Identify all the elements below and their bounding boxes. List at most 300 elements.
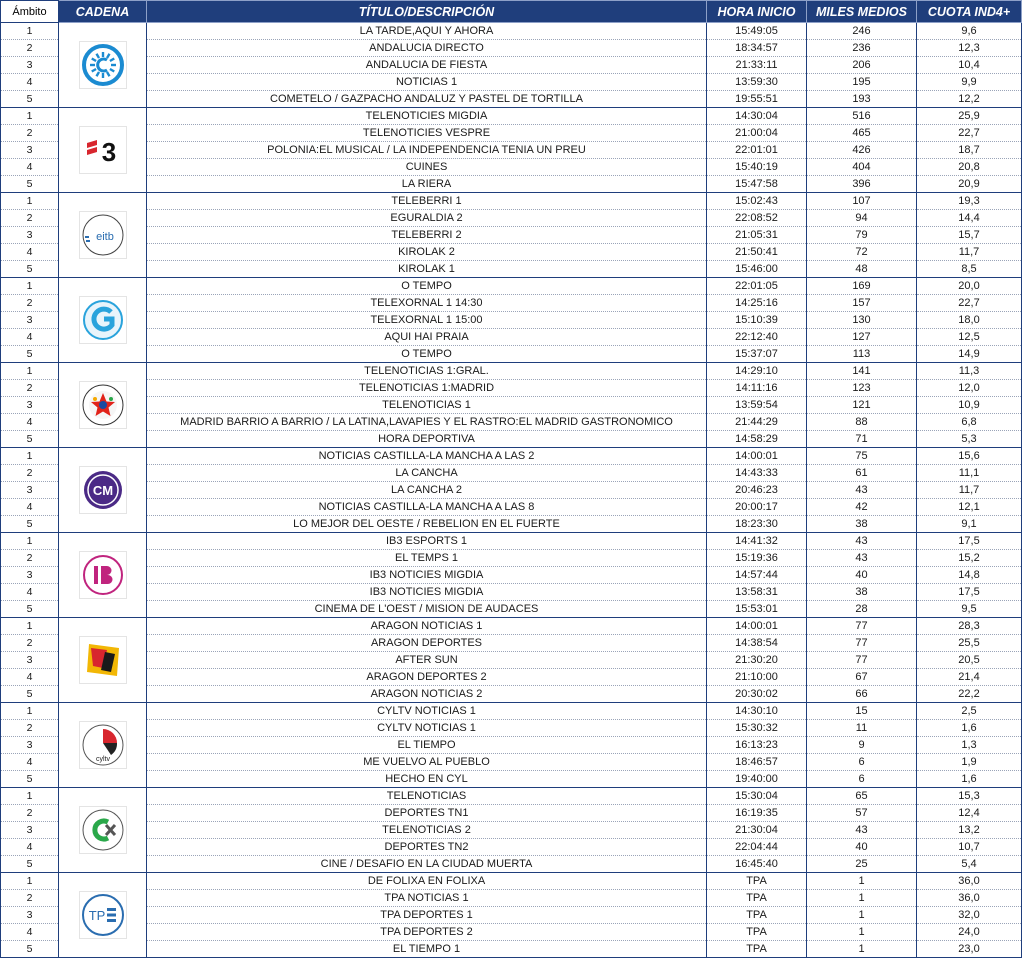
program-title-cell: TPA DEPORTES 2	[147, 924, 707, 941]
avg-thousands-cell: 141	[807, 363, 917, 380]
avg-thousands-cell: 396	[807, 176, 917, 193]
ambito-cell: 5	[1, 516, 59, 533]
ambito-cell: 2	[1, 380, 59, 397]
program-title-cell: TELEBERRI 2	[147, 227, 707, 244]
channel-logo-cell	[59, 193, 147, 278]
table-row	[1, 176, 1022, 193]
start-time-cell: TPA	[707, 941, 807, 958]
ambito-cell: 3	[1, 142, 59, 159]
ambito-cell: 5	[1, 91, 59, 108]
table-row	[1, 754, 1022, 771]
avg-thousands-cell: 71	[807, 431, 917, 448]
eitb-logo	[79, 211, 127, 259]
ambito-cell: 4	[1, 74, 59, 91]
program-title-cell: LO MEJOR DEL OESTE / REBELION EN EL FUERTE	[147, 516, 707, 533]
ambito-cell: 2	[1, 125, 59, 142]
avg-thousands-cell: 40	[807, 839, 917, 856]
share-cell: 12,3	[917, 40, 1022, 57]
avg-thousands-cell: 1	[807, 941, 917, 958]
avg-thousands-cell: 1	[807, 890, 917, 907]
header-miles-medios: MILES MEDIOS	[807, 1, 917, 23]
share-cell: 12,4	[917, 805, 1022, 822]
header-ambito: Ámbito	[1, 1, 59, 23]
avg-thousands-cell: 42	[807, 499, 917, 516]
avg-thousands-cell: 43	[807, 550, 917, 567]
ambito-cell: 3	[1, 567, 59, 584]
tpa-logo	[79, 891, 127, 939]
start-time-cell: 18:34:57	[707, 40, 807, 57]
share-cell: 8,5	[917, 261, 1022, 278]
table-row	[1, 839, 1022, 856]
share-cell: 9,5	[917, 601, 1022, 618]
avg-thousands-cell: 79	[807, 227, 917, 244]
table-row	[1, 601, 1022, 618]
tv3-logo	[79, 126, 127, 174]
canal-sur-logo	[79, 41, 127, 89]
table-row	[1, 23, 1022, 40]
ambito-cell: 5	[1, 601, 59, 618]
start-time-cell: 13:59:54	[707, 397, 807, 414]
program-title-cell: HECHO EN CYL	[147, 771, 707, 788]
program-title-cell: KIROLAK 1	[147, 261, 707, 278]
program-title-cell: TELENOTICIAS 1:MADRID	[147, 380, 707, 397]
svg-text:cyltv: cyltv	[95, 756, 110, 763]
channel-logo-cell	[59, 448, 147, 533]
start-time-cell: 21:33:11	[707, 57, 807, 74]
ambito-cell: 1	[1, 533, 59, 550]
table-row	[1, 737, 1022, 754]
start-time-cell: 15:30:32	[707, 720, 807, 737]
program-title-cell: CINE / DESAFIO EN LA CIUDAD MUERTA	[147, 856, 707, 873]
avg-thousands-cell: 94	[807, 210, 917, 227]
avg-thousands-cell: 43	[807, 822, 917, 839]
canarias-tv-logo	[79, 806, 127, 854]
ambito-cell: 1	[1, 448, 59, 465]
avg-thousands-cell: 516	[807, 108, 917, 125]
table-row	[1, 244, 1022, 261]
avg-thousands-cell: 426	[807, 142, 917, 159]
start-time-cell: 13:58:31	[707, 584, 807, 601]
svg-text:3: 3	[101, 137, 116, 167]
table-row	[1, 907, 1022, 924]
start-time-cell: 22:12:40	[707, 329, 807, 346]
ambito-cell: 3	[1, 652, 59, 669]
program-title-cell: TELENOTICIES VESPRE	[147, 125, 707, 142]
avg-thousands-cell: 246	[807, 23, 917, 40]
ambito-cell: 1	[1, 193, 59, 210]
program-title-cell: ARAGON DEPORTES 2	[147, 669, 707, 686]
ambito-cell: 4	[1, 924, 59, 941]
start-time-cell: 14:57:44	[707, 567, 807, 584]
ambito-cell: 4	[1, 159, 59, 176]
table-row	[1, 720, 1022, 737]
ambito-cell: 3	[1, 822, 59, 839]
table-row	[1, 822, 1022, 839]
share-cell: 36,0	[917, 890, 1022, 907]
table-row	[1, 805, 1022, 822]
ambito-cell: 4	[1, 414, 59, 431]
channel-logo-cell	[59, 278, 147, 363]
program-title-cell: TPA NOTICIAS 1	[147, 890, 707, 907]
table-row	[1, 414, 1022, 431]
ambito-cell: 1	[1, 873, 59, 890]
share-cell: 25,5	[917, 635, 1022, 652]
table-row	[1, 329, 1022, 346]
table-row	[1, 635, 1022, 652]
start-time-cell: 21:44:29	[707, 414, 807, 431]
start-time-cell: 14:30:04	[707, 108, 807, 125]
start-time-cell: 16:13:23	[707, 737, 807, 754]
start-time-cell: 16:19:35	[707, 805, 807, 822]
avg-thousands-cell: 77	[807, 618, 917, 635]
program-title-cell: LA CANCHA	[147, 465, 707, 482]
avg-thousands-cell: 48	[807, 261, 917, 278]
start-time-cell: 14:00:01	[707, 618, 807, 635]
share-cell: 5,4	[917, 856, 1022, 873]
ambito-cell: 1	[1, 363, 59, 380]
ambito-cell: 4	[1, 244, 59, 261]
ambito-cell: 1	[1, 23, 59, 40]
start-time-cell: 15:40:19	[707, 159, 807, 176]
start-time-cell: 19:55:51	[707, 91, 807, 108]
header-row	[1, 1, 1022, 23]
header-titulo: TÍTULO/DESCRIPCIÓN	[147, 1, 707, 23]
ambito-cell: 4	[1, 839, 59, 856]
share-cell: 12,5	[917, 329, 1022, 346]
header-cuota: CUOTA IND4+	[917, 1, 1022, 23]
avg-thousands-cell: 157	[807, 295, 917, 312]
avg-thousands-cell: 404	[807, 159, 917, 176]
table-row	[1, 516, 1022, 533]
share-cell: 15,7	[917, 227, 1022, 244]
avg-thousands-cell: 72	[807, 244, 917, 261]
ambito-cell: 3	[1, 737, 59, 754]
ambito-cell: 5	[1, 346, 59, 363]
program-title-cell: ARAGON DEPORTES	[147, 635, 707, 652]
table-row	[1, 210, 1022, 227]
table-row	[1, 346, 1022, 363]
table-row	[1, 142, 1022, 159]
start-time-cell: 15:46:00	[707, 261, 807, 278]
ambito-cell: 5	[1, 771, 59, 788]
program-title-cell: POLONIA:EL MUSICAL / LA INDEPENDENCIA TENIA UN PREU	[147, 142, 707, 159]
start-time-cell: 21:30:04	[707, 822, 807, 839]
table-row	[1, 618, 1022, 635]
share-cell: 22,7	[917, 125, 1022, 142]
table-row	[1, 312, 1022, 329]
ambito-cell: 2	[1, 635, 59, 652]
start-time-cell: 14:25:16	[707, 295, 807, 312]
share-cell: 13,2	[917, 822, 1022, 839]
avg-thousands-cell: 67	[807, 669, 917, 686]
avg-thousands-cell: 130	[807, 312, 917, 329]
share-cell: 17,5	[917, 533, 1022, 550]
share-cell: 9,6	[917, 23, 1022, 40]
table-row	[1, 941, 1022, 958]
program-title-cell: TELENOTICIAS 2	[147, 822, 707, 839]
table-row	[1, 652, 1022, 669]
ambito-cell: 5	[1, 261, 59, 278]
start-time-cell: TPA	[707, 907, 807, 924]
start-time-cell: 22:01:01	[707, 142, 807, 159]
share-cell: 12,1	[917, 499, 1022, 516]
svg-text:TP: TP	[88, 908, 105, 923]
ambito-cell: 2	[1, 720, 59, 737]
table-row	[1, 567, 1022, 584]
program-title-cell: DEPORTES TN2	[147, 839, 707, 856]
header-cadena: CADENA	[59, 1, 147, 23]
program-title-cell: AQUI HAI PRAIA	[147, 329, 707, 346]
channel-logo-cell	[59, 23, 147, 108]
avg-thousands-cell: 75	[807, 448, 917, 465]
ambito-cell: 2	[1, 890, 59, 907]
avg-thousands-cell: 43	[807, 482, 917, 499]
ambito-cell: 3	[1, 227, 59, 244]
avg-thousands-cell: 193	[807, 91, 917, 108]
share-cell: 14,4	[917, 210, 1022, 227]
program-title-cell: ARAGON NOTICIAS 2	[147, 686, 707, 703]
avg-thousands-cell: 38	[807, 516, 917, 533]
avg-thousands-cell: 195	[807, 74, 917, 91]
share-cell: 1,9	[917, 754, 1022, 771]
share-cell: 10,7	[917, 839, 1022, 856]
program-title-cell: KIROLAK 2	[147, 244, 707, 261]
start-time-cell: 22:01:05	[707, 278, 807, 295]
ambito-cell: 5	[1, 686, 59, 703]
table-row	[1, 873, 1022, 890]
program-title-cell: LA CANCHA 2	[147, 482, 707, 499]
avg-thousands-cell: 40	[807, 567, 917, 584]
start-time-cell: 21:30:20	[707, 652, 807, 669]
ambito-cell: 4	[1, 669, 59, 686]
cmm-logo	[79, 466, 127, 514]
share-cell: 10,9	[917, 397, 1022, 414]
avg-thousands-cell: 6	[807, 754, 917, 771]
avg-thousands-cell: 236	[807, 40, 917, 57]
share-cell: 12,2	[917, 91, 1022, 108]
tvg-logo	[79, 296, 127, 344]
program-title-cell: HORA DEPORTIVA	[147, 431, 707, 448]
program-title-cell: IB3 NOTICIES MIGDIA	[147, 584, 707, 601]
table-row	[1, 771, 1022, 788]
ambito-cell: 1	[1, 618, 59, 635]
program-title-cell: EL TEMPS 1	[147, 550, 707, 567]
program-title-cell: COMETELO / GAZPACHO ANDALUZ Y PASTEL DE TORTILLA	[147, 91, 707, 108]
share-cell: 18,7	[917, 142, 1022, 159]
program-title-cell: TELEBERRI 1	[147, 193, 707, 210]
svg-text:eitb: eitb	[95, 231, 114, 243]
start-time-cell: TPA	[707, 924, 807, 941]
avg-thousands-cell: 1	[807, 907, 917, 924]
start-time-cell: 22:08:52	[707, 210, 807, 227]
share-cell: 20,5	[917, 652, 1022, 669]
ambito-cell: 4	[1, 329, 59, 346]
share-cell: 36,0	[917, 873, 1022, 890]
aragon-tv-logo	[79, 636, 127, 684]
ambito-cell: 3	[1, 397, 59, 414]
header-hora-inicio: HORA INICIO	[707, 1, 807, 23]
share-cell: 9,1	[917, 516, 1022, 533]
share-cell: 18,0	[917, 312, 1022, 329]
table-body	[1, 23, 1022, 958]
table-row	[1, 278, 1022, 295]
start-time-cell: 14:58:29	[707, 431, 807, 448]
share-cell: 11,7	[917, 244, 1022, 261]
avg-thousands-cell: 66	[807, 686, 917, 703]
program-title-cell: CINEMA DE L'OEST / MISION DE AUDACES	[147, 601, 707, 618]
program-title-cell: TELENOTICIAS 1:GRAL.	[147, 363, 707, 380]
channel-logo-cell	[59, 788, 147, 873]
program-title-cell: MADRID BARRIO A BARRIO / LA LATINA,LAVAPIES Y EL RASTRO:EL MADRID GASTRONOMICO	[147, 414, 707, 431]
avg-thousands-cell: 9	[807, 737, 917, 754]
program-title-cell: TPA DEPORTES 1	[147, 907, 707, 924]
table-row	[1, 482, 1022, 499]
program-title-cell: CYLTV NOTICIAS 1	[147, 703, 707, 720]
share-cell: 15,3	[917, 788, 1022, 805]
share-cell: 23,0	[917, 941, 1022, 958]
program-title-cell: DEPORTES TN1	[147, 805, 707, 822]
avg-thousands-cell: 121	[807, 397, 917, 414]
ambito-cell: 4	[1, 499, 59, 516]
cyltv-logo	[79, 721, 127, 769]
table-row	[1, 465, 1022, 482]
program-title-cell: DE FOLIXA EN FOLIXA	[147, 873, 707, 890]
table-row	[1, 686, 1022, 703]
avg-thousands-cell: 61	[807, 465, 917, 482]
ambito-cell: 3	[1, 907, 59, 924]
share-cell: 20,9	[917, 176, 1022, 193]
table-row	[1, 40, 1022, 57]
ambito-cell: 2	[1, 210, 59, 227]
table-row	[1, 924, 1022, 941]
start-time-cell: 18:23:30	[707, 516, 807, 533]
program-title-cell: CYLTV NOTICIAS 1	[147, 720, 707, 737]
ambito-cell: 3	[1, 57, 59, 74]
ambito-cell: 1	[1, 278, 59, 295]
avg-thousands-cell: 15	[807, 703, 917, 720]
avg-thousands-cell: 65	[807, 788, 917, 805]
channel-logo-cell	[59, 363, 147, 448]
share-cell: 1,6	[917, 771, 1022, 788]
program-title-cell: IB3 ESPORTS 1	[147, 533, 707, 550]
program-title-cell: LA TARDE,AQUI Y AHORA	[147, 23, 707, 40]
ambito-cell: 2	[1, 465, 59, 482]
table-row	[1, 397, 1022, 414]
ambito-cell: 2	[1, 295, 59, 312]
ambito-cell: 5	[1, 176, 59, 193]
share-cell: 12,0	[917, 380, 1022, 397]
avg-thousands-cell: 1	[807, 873, 917, 890]
share-cell: 11,1	[917, 465, 1022, 482]
avg-thousands-cell: 38	[807, 584, 917, 601]
share-cell: 24,0	[917, 924, 1022, 941]
start-time-cell: 21:10:00	[707, 669, 807, 686]
start-time-cell: 21:05:31	[707, 227, 807, 244]
avg-thousands-cell: 25	[807, 856, 917, 873]
program-title-cell: O TEMPO	[147, 278, 707, 295]
channel-logo-cell	[59, 108, 147, 193]
share-cell: 22,7	[917, 295, 1022, 312]
share-cell: 1,3	[917, 737, 1022, 754]
share-cell: 22,2	[917, 686, 1022, 703]
avg-thousands-cell: 127	[807, 329, 917, 346]
program-title-cell: EGURALDIA 2	[147, 210, 707, 227]
avg-thousands-cell: 28	[807, 601, 917, 618]
avg-thousands-cell: 465	[807, 125, 917, 142]
table-row	[1, 159, 1022, 176]
share-cell: 14,8	[917, 567, 1022, 584]
table-row	[1, 108, 1022, 125]
avg-thousands-cell: 77	[807, 635, 917, 652]
avg-thousands-cell: 206	[807, 57, 917, 74]
start-time-cell: 16:45:40	[707, 856, 807, 873]
ambito-cell: 2	[1, 550, 59, 567]
table-row	[1, 431, 1022, 448]
program-title-cell: TELEXORNAL 1 14:30	[147, 295, 707, 312]
start-time-cell: 15:02:43	[707, 193, 807, 210]
start-time-cell: TPA	[707, 890, 807, 907]
table-row	[1, 193, 1022, 210]
ambito-cell: 5	[1, 856, 59, 873]
start-time-cell: 14:29:10	[707, 363, 807, 380]
ambito-cell: 3	[1, 482, 59, 499]
start-time-cell: 13:59:30	[707, 74, 807, 91]
program-title-cell: TELENOTICIES MIGDIA	[147, 108, 707, 125]
channel-logo-cell	[59, 618, 147, 703]
ambito-cell: 4	[1, 754, 59, 771]
share-cell: 28,3	[917, 618, 1022, 635]
table-row	[1, 295, 1022, 312]
share-cell: 11,7	[917, 482, 1022, 499]
start-time-cell: 19:40:00	[707, 771, 807, 788]
ambito-cell: 5	[1, 431, 59, 448]
share-cell: 25,9	[917, 108, 1022, 125]
start-time-cell: 22:04:44	[707, 839, 807, 856]
share-cell: 15,6	[917, 448, 1022, 465]
ambito-cell: 1	[1, 108, 59, 125]
start-time-cell: 21:00:04	[707, 125, 807, 142]
table-row	[1, 703, 1022, 720]
start-time-cell: 20:46:23	[707, 482, 807, 499]
program-title-cell: NOTICIAS CASTILLA-LA MANCHA A LAS 2	[147, 448, 707, 465]
table-row	[1, 890, 1022, 907]
table-row	[1, 550, 1022, 567]
table-row	[1, 125, 1022, 142]
start-time-cell: 15:19:36	[707, 550, 807, 567]
program-title-cell: ME VUELVO AL PUEBLO	[147, 754, 707, 771]
program-title-cell: NOTICIAS 1	[147, 74, 707, 91]
avg-thousands-cell: 169	[807, 278, 917, 295]
start-time-cell: 15:30:04	[707, 788, 807, 805]
table-row	[1, 380, 1022, 397]
table-row	[1, 261, 1022, 278]
ambito-cell: 3	[1, 312, 59, 329]
start-time-cell: 15:53:01	[707, 601, 807, 618]
table-row	[1, 363, 1022, 380]
ambito-cell: 2	[1, 805, 59, 822]
program-title-cell: NOTICIAS CASTILLA-LA MANCHA A LAS 8	[147, 499, 707, 516]
program-title-cell: TELENOTICIAS 1	[147, 397, 707, 414]
program-title-cell: EL TIEMPO 1	[147, 941, 707, 958]
program-title-cell: TELENOTICIAS	[147, 788, 707, 805]
program-title-cell: TELEXORNAL 1 15:00	[147, 312, 707, 329]
program-title-cell: O TEMPO	[147, 346, 707, 363]
channel-logo-cell	[59, 873, 147, 958]
avg-thousands-cell: 43	[807, 533, 917, 550]
share-cell: 11,3	[917, 363, 1022, 380]
avg-thousands-cell: 77	[807, 652, 917, 669]
start-time-cell: 14:38:54	[707, 635, 807, 652]
